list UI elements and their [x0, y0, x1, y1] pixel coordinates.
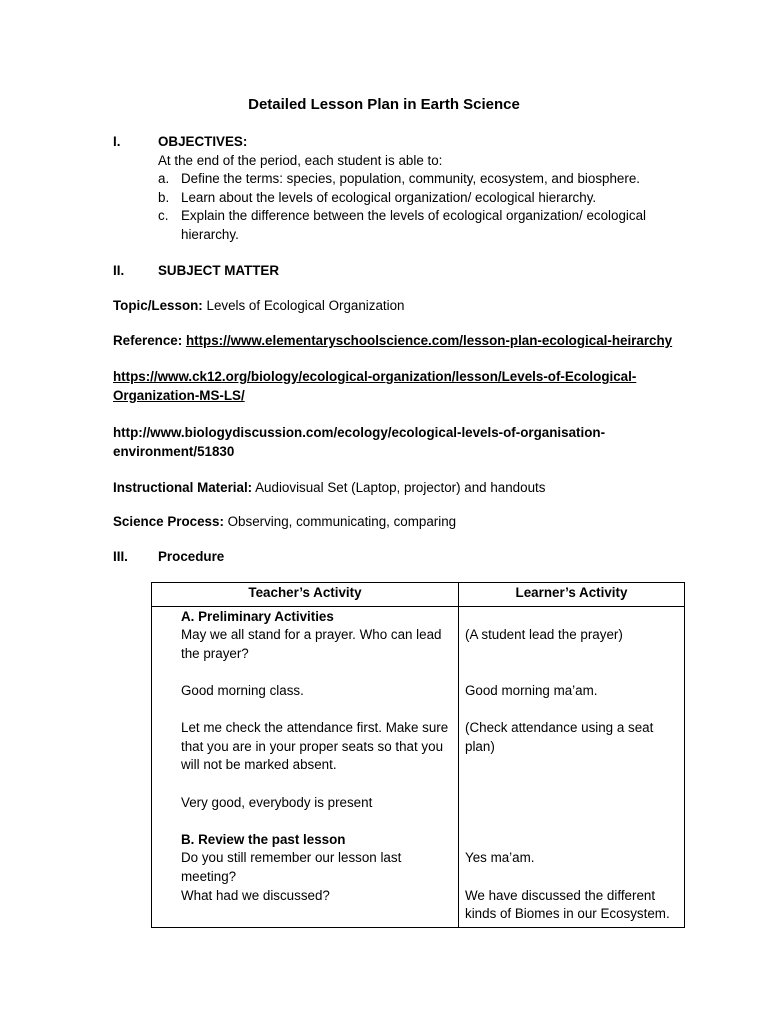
objective-text: Learn about the levels of ecological organization/ ecological hierarchy.	[181, 189, 597, 205]
learner-line: We have discussed the different kinds of Biomes in our Ecosystem.	[465, 887, 670, 922]
teacher-line: Do you still remember our lesson last meeting?	[181, 850, 402, 884]
procedure-heading: Procedure	[158, 549, 225, 564]
procedure-table	[151, 582, 685, 928]
subject-matter-heading: SUBJECT MATTER	[158, 263, 280, 278]
teacher-line: Good morning class.	[181, 682, 304, 698]
learner-line: Yes ma’am.	[465, 850, 535, 866]
reference-line	[113, 332, 713, 351]
topic-value: Levels of Ecological Organization	[202, 298, 405, 313]
topic-label: Topic/Lesson:	[113, 298, 203, 313]
teacher-line: What had we discussed?	[181, 887, 330, 903]
objectives-section	[113, 133, 693, 245]
learner-activity-cell	[459, 606, 685, 927]
teacher-activity-cell	[152, 606, 459, 927]
material-line	[113, 479, 693, 498]
teacher-activity-header: Teacher’s Activity	[152, 583, 459, 607]
objective-text: Define the terms: species, population, community, ecosystem, and biosphere.	[181, 171, 640, 187]
process-label: Science Process:	[113, 514, 224, 529]
page-title: Detailed Lesson Plan in Earth Science	[248, 96, 520, 113]
learner-line: (A student lead the prayer)	[465, 627, 623, 643]
objective-item-b	[113, 189, 693, 208]
procedure-heading-row	[113, 548, 693, 567]
procedure-number: III.	[113, 549, 128, 564]
material-label: Instructional Material:	[113, 480, 253, 495]
objectives-heading: OBJECTIVES:	[158, 134, 248, 149]
reference-link-2-line	[113, 368, 653, 405]
reference-link-3[interactable]: http://www.biologydiscussion.com/ecology/ecological-levels-of-organisation-environment/51830	[113, 425, 606, 459]
objective-text: Explain the difference between the levels of ecological organization/ ecological hierarchy.	[181, 208, 647, 242]
subject-matter-heading-row	[113, 262, 693, 281]
objectives-number: I.	[113, 134, 121, 149]
reference-link-3-line	[113, 424, 613, 461]
process-value: Observing, communicating, comparing	[223, 514, 457, 529]
teacher-line: May we all stand for a prayer. Who can lead the prayer?	[181, 627, 442, 661]
learner-activity-header: Learner’s Activity	[459, 583, 685, 607]
reference-label: Reference:	[113, 333, 183, 348]
teacher-line: Let me check the attendance first. Make sure that you are in your proper seats so that you will not be marked absent.	[181, 720, 449, 773]
material-value: Audiovisual Set (Laptop, projector) and handouts	[252, 480, 546, 495]
process-line	[113, 513, 693, 532]
reference-link-2[interactable]: https://www.ck12.org/biology/ecological-organization/lesson/Levels-of-Ecological-Organization-MS-LS/	[113, 369, 637, 403]
reference-link-1[interactable]: https://www.elementaryschoolscience.com/lesson-plan-ecological-heirarchy	[185, 333, 673, 348]
section-b-heading: B. Review the past lesson	[181, 831, 346, 847]
objective-item-a	[113, 170, 693, 189]
learner-line: (Check attendance using a seat plan)	[465, 720, 654, 754]
section-a-heading: A. Preliminary Activities	[181, 608, 334, 624]
objective-item-c	[113, 207, 693, 244]
objective-letter: a.	[158, 171, 170, 187]
table-header-row	[152, 583, 685, 607]
objective-letter: b.	[158, 189, 170, 205]
objectives-intro: At the end of the period, each student is able to:	[158, 152, 443, 168]
topic-line	[113, 297, 693, 316]
table-row	[152, 606, 685, 927]
teacher-line: Very good, everybody is present	[181, 794, 373, 810]
learner-line: Good morning ma’am.	[465, 682, 598, 698]
subject-matter-number: II.	[113, 263, 125, 278]
objective-letter: c.	[158, 208, 169, 224]
